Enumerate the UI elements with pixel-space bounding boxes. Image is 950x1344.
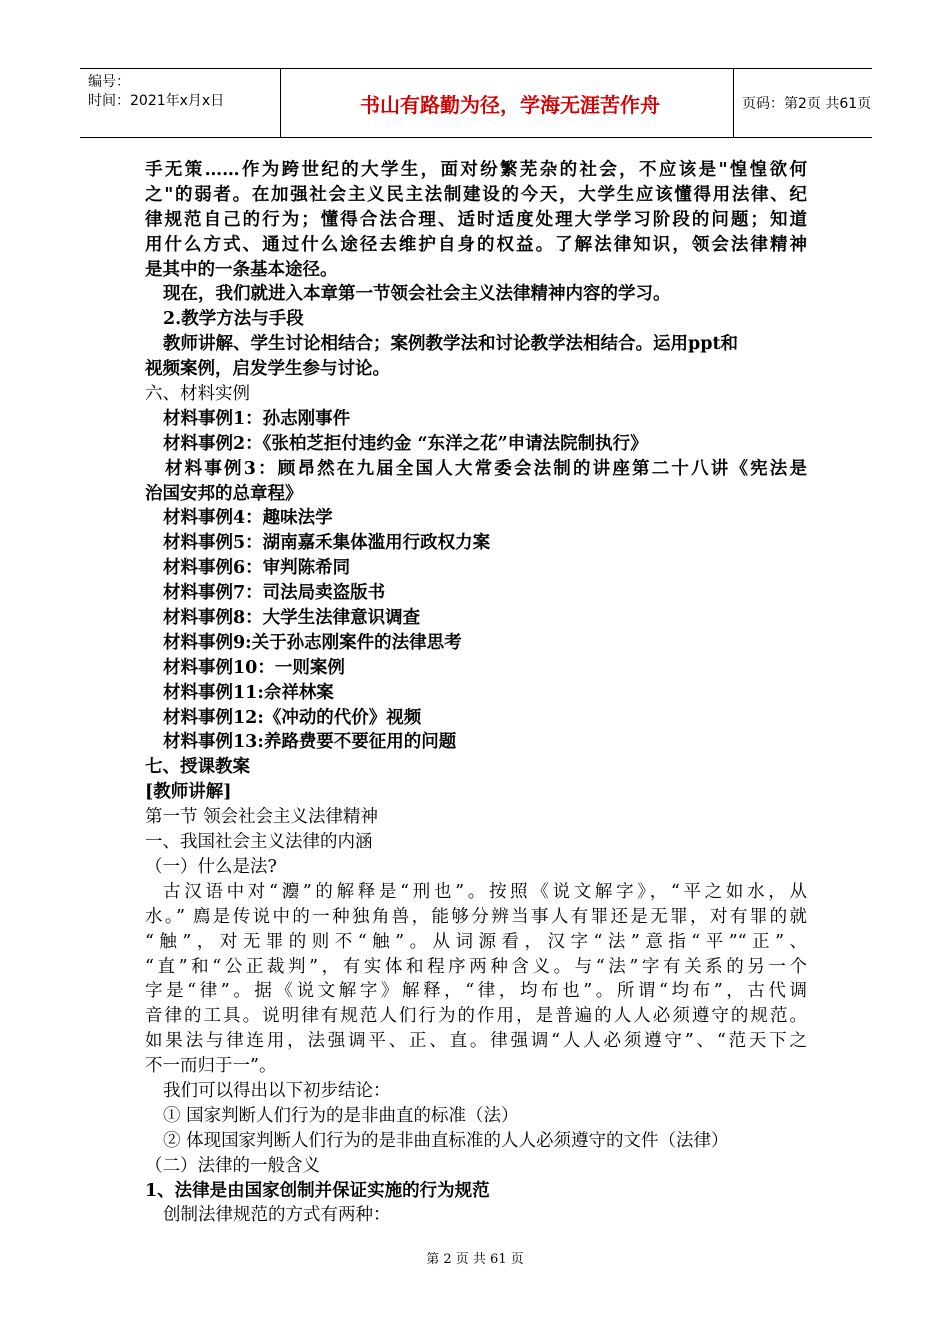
- motto: 书山有路勤为径，学海无涯苦作舟: [360, 92, 660, 117]
- section-heading: 1、法律是由国家创制并保证实施的行为规范: [145, 1180, 490, 1201]
- header-left-cell: [80, 69, 280, 137]
- paragraph-line: 之"的弱者。在加强社会主义民主法制建设的今天，大学生应该懂得用法律、纪: [145, 184, 807, 205]
- document-body: [145, 158, 807, 1228]
- section-heading: 一、我国社会主义法律的内涵: [145, 832, 373, 853]
- list-item: 材料事例9:关于孙志刚案件的法律思考: [163, 632, 462, 653]
- list-item: 材料事例4：趣味法学: [163, 508, 333, 529]
- list-item: 材料事例12:《冲动的代价》视频: [163, 707, 422, 728]
- paragraph-line: 不一而归于一”。: [145, 1056, 277, 1077]
- section-heading: （二）法律的一般含义: [145, 1155, 320, 1176]
- paragraph-line: 视频案例，启发学生参与讨论。: [145, 359, 390, 380]
- paragraph-line: 如果法与律连用，法强调平、正、直。律强调“人人必须遵守”、“范天下之: [145, 1031, 807, 1052]
- page-info: 页码：第2页 共61页: [742, 96, 872, 112]
- paragraph-line: 水。” 廌是传说中的一种独角兽，能够分辨当事人有罪还是无罪，对有罪的就: [145, 906, 807, 927]
- list-item: 材料事例13:养路费要不要征用的问题: [163, 732, 457, 753]
- list-item: 材料事例11:佘祥林案: [163, 682, 334, 703]
- list-item: ① 国家判断人们行为的是非曲直的标准（法）: [163, 1105, 519, 1126]
- section-heading: 第一节 领会社会主义法律精神: [145, 807, 379, 828]
- list-item: 材料事例1：孙志刚事件: [163, 408, 351, 429]
- header-motto-cell: [280, 69, 734, 137]
- section-heading: 七、授课教案: [145, 757, 250, 778]
- paragraph-line: 我们可以得出以下初步结论：: [163, 1080, 391, 1101]
- list-item: 材料事例3：顾昂然在九届全国人大常委会法制的讲座第二十八讲《宪法是: [165, 458, 807, 479]
- list-item: 材料事例7：司法局卖盗版书: [163, 583, 386, 604]
- list-item: 材料事例10：一则案例: [163, 657, 345, 678]
- list-item: 材料事例6：审判陈希同: [163, 558, 351, 579]
- list-item: 治国安邦的总章程》: [145, 483, 303, 504]
- header-page-cell: [733, 69, 872, 137]
- section-heading: 2.教学方法与手段: [163, 309, 304, 330]
- paragraph-line: 创制法律规范的方式有两种：: [163, 1205, 391, 1226]
- number-label: 编号：: [88, 74, 130, 90]
- paragraph-line: 音律的工具。说明律有规范人们行为的作用，是普遍的人人必须遵守的规范。: [145, 1006, 807, 1027]
- list-item: ② 体现国家判断人们行为的是非曲直标准的人人必须遵守的文件（法律）: [163, 1130, 729, 1151]
- section-heading: （一）什么是法?: [145, 856, 277, 877]
- page-footer: 第 2 页 共 61 页: [426, 1252, 524, 1267]
- paragraph-line: 教师讲解、学生讨论相结合；案例教学法和讨论教学法相结合。运用ppt和: [163, 334, 739, 355]
- paragraph-line: 古汉语中对“灋”的解释是“刑也”。按照《说文解字》，“平之如水，从: [163, 881, 807, 902]
- paragraph-line: 现在，我们就进入本章第一节领会社会主义法律精神内容的学习。: [163, 284, 671, 305]
- paragraph-line: 律规范自己的行为；懂得合法合理、适时适度处理大学学习阶段的问题；知道: [145, 209, 807, 230]
- paragraph-line: 字是“律”。据《说文解字》解释，“律，均布也”。所谓“均布”，古代调: [145, 981, 807, 1002]
- paragraph-line: 手无策……作为跨世纪的大学生，面对纷繁芜杂的社会，不应该是"惶惶欲何: [145, 160, 807, 180]
- list-item: 材料事例5：湖南嘉禾集体滥用行政权力案: [163, 533, 491, 554]
- list-item: 材料事例2：《张柏芝拒付违约金 “东洋之花”申请法院制执行》: [163, 433, 648, 454]
- paragraph-line: 用什么方式、通过什么途径去维护自身的权益。了解法律知识，领会法律精神: [145, 234, 807, 255]
- section-heading: 六、材料实例: [145, 384, 250, 405]
- list-item: 材料事例8：大学生法律意识调查: [163, 608, 421, 629]
- paragraph-line: 是其中的一条基本途径。: [145, 259, 338, 280]
- section-heading: [教师讲解]: [145, 782, 232, 803]
- paragraph-line: “触”，对无罪的则不“触”。从词源看，汉字“法”意指“平”“正”、: [145, 931, 807, 952]
- date-label: 时间：2021年x月x日: [88, 93, 225, 109]
- page-header: [80, 68, 872, 138]
- paragraph-line: “直”和“公正裁判”，有实体和程序两种含义。与“法”字有关系的另一个: [145, 956, 807, 977]
